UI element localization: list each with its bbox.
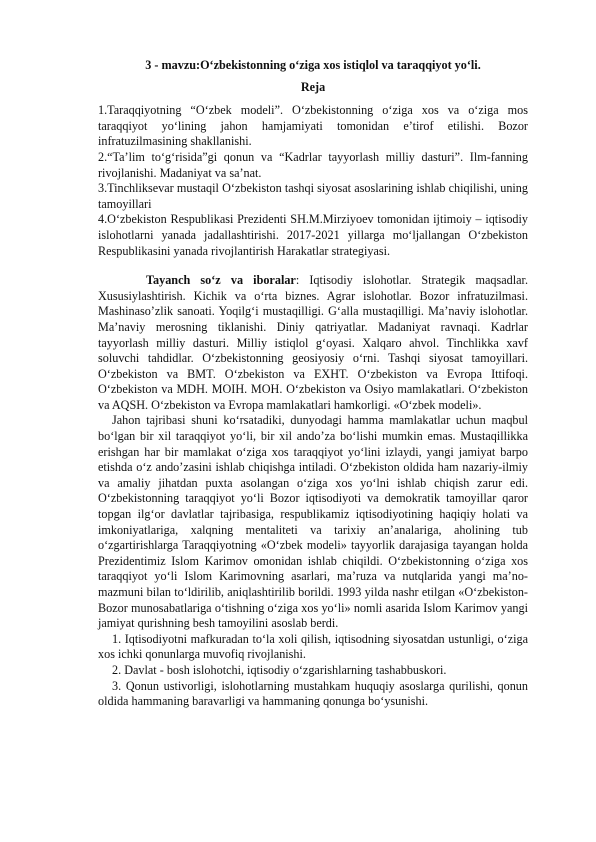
plan-item: 3.Tinchliksevar mustaqil O‘zbekiston tashqi siyosat asoslarining ishlab chiqilishi, uning tamoyillari	[98, 181, 528, 211]
plan-list	[98, 103, 528, 259]
principle-item: 1. Iqtisodiyotni mafkuradan to‘la xoli qilish, iqtisodning siyosatdan ustunligi, o‘ziga xos ichki qonunlarga muvofiq rivojlanishi.	[98, 631, 528, 662]
plan-item: 1.Taraqqiyotning “O‘zbek modeli”. O‘zbekistonning o‘ziga xos va o‘ziga mos taraqqiyot yo‘lining jahon hamjamiyati tomonidan e’tirof etilishi. Bozor infratuzilmasining shakllanishi.	[98, 103, 528, 149]
plan-heading: Reja	[300, 79, 326, 94]
document-title: 3 - mavzu:O‘zbekistonning o‘ziga xos istiqlol va taraqqiyot yo‘li.	[145, 58, 481, 72]
keywords-paragraph	[98, 273, 528, 413]
document-page	[98, 58, 528, 710]
keywords-text: : Iqtisodiy islohotlar. Strategik maqsadlar. Xususiylashtirish. Kichik va o‘rta biznes. Agrar islohotlar. Bozor infratuzilmasi. Mashinaso’zlik sanoati. Yoqilg‘i mustaqilligi. G‘alla mustaqilligi. Ma’naviy islohotlar. Ma’naviy merosning tiklanishi. Diniy qatriyatlar. Madaniyat ravnaqi. Kadrlar tayyorlash milliy dasturi. Milliy istiqlol g‘oyasi. Xalqaro ahvol. Tinchlikka xavf soluvchi tahdidlar. O‘zbekistonning geosiyosiy o‘rni. Tashqi siyosat tamoyillari. O‘zbekiston va BMT. O‘zbekiston va EXHT. O‘zbekiston va Evropa Ittifoqi. O‘zbekiston va MDH. MOIH. MOH. O‘zbekiston va Osiyo mamlakatlari. O‘zbekiston va AQSH. O‘zbekiston va Evropa mamlakatlari hamkorligi. «O‘zbek modeli».	[98, 273, 528, 412]
principle-item: 2. Davlat - bosh islohotchi, iqtisodiy o‘zgarishlarning tashabbuskori.	[112, 662, 447, 677]
keywords-label: Tayanch so‘z va iboralar	[146, 273, 296, 288]
plan-item: 4.O‘zbekiston Respublikasi Prezidenti SH.M.Mirziyoev tomonidan ijtimoiy – iqtisodiy islohotlarni yanada jadallashtirishi. 2017-2021 yillarga mo‘ljallangan O‘zbekiston Respublikasini yanada rivojlantirish Harakatlar strategiyasi.	[98, 212, 528, 258]
principle-item: 3. Qonun ustivorligi, islohotlarning mustahkam huquqiy asoslarga qurilishi, qonun oldida hammaning baravarligi va hammaning qonunga bo‘ysunishi.	[98, 678, 528, 709]
plan-item: 2.“Ta’lim to‘g‘risida”gi qonun va “Kadrlar tayyorlash milliy dasturi”. Ilm-fanning rivojlanishi. Madaniyat va sa’nat.	[98, 149, 528, 180]
body-paragraph: Jahon tajribasi shuni ko‘rsatadiki, dunyodagi hamma mamlakatlar uchun maqbul bo‘lgan bir xil taraqqiyot yo‘li, bir xil ando’za bo‘lishi mumkin emas. Mustaqillikka erishgan har bir mamlakat o‘ziga xos taraqqiyot yo‘lini izlaydi, yangi jamiyat barpo etishda o‘z ando’zasini ishlab chiqishga intiladi. O‘zbekiston oldida ham nazariy-ilmiy va amaliy jihatdan puxta asolangan o‘ziga xos yo‘lni ishlab chiqish zarur edi. O‘zbekistonning taraqqiyot yo‘li Bozor iqtisodiyoti va demokratik tamoyillar qaror topgan ilg‘or davlatlar tajribasiga, respublikamiz iqtisodiyotining haqiqiy holati va imkoniyatlariga, xalqning mentaliteti va tarixiy an’analariga, aholining tub o‘zgartirishlarga Taraqqiyotning «O‘zbek modeli» tayyorlik darajasiga tayangan holda Prezidentimiz Islom Karimov omonidan ishlab chiqildi. O‘zbekistonning o‘ziga xos taraqqiyot yo‘li Islom Karimovning asarlari, ma’ruza va nutqlarida yangi ma’no-mazmuni bilan to‘ldirilib, aniqlashtirilib borildi. 1993 yilda nashr etilgan «O‘zbekiston-Bozor munosabatlariga o‘tishning o‘ziga xos yo‘li» nomli asarida Islom Karimov yangi jamiyat qurishning besh tamoyilini asoslab berdi.	[98, 413, 528, 631]
